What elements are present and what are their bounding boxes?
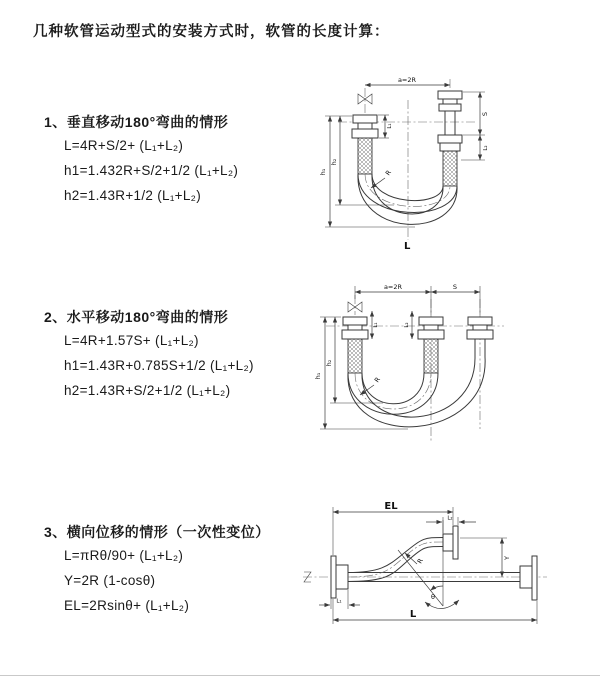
radius-label: R	[372, 375, 382, 385]
dimension-l2	[426, 516, 476, 534]
dimension-a2r	[355, 283, 480, 315]
section-1-heading: 1、垂直移动180°弯曲的情形	[44, 114, 229, 130]
formula-line: L=πRθ/90+ (L₁+L₂)	[64, 548, 184, 563]
diagram-horizontal-bend	[308, 281, 568, 451]
page-title: 几种软管运动型式的安装方式时，软管的长度计算：	[33, 24, 390, 40]
dimension-s	[463, 92, 489, 135]
dim-label-a2r: a=2R	[383, 283, 403, 291]
formula-line: h2=1.43R+1/2 (L₁+L₂)	[64, 188, 202, 203]
dimension-a2r	[365, 76, 450, 85]
angle-label: θ	[431, 593, 435, 601]
dimension-l2	[461, 135, 489, 160]
dim-label-l1: L₁	[373, 322, 379, 328]
formula-line: h2=1.43R+S/2+1/2 (L₁+L₂)	[64, 383, 231, 398]
formula-line: EL=2Rsinθ+ (L₁+L₂)	[64, 598, 190, 613]
hose-s-curve	[348, 538, 443, 582]
middle-hose-end	[418, 317, 444, 373]
radius-callout	[371, 168, 393, 188]
length-label: L	[404, 241, 411, 252]
dim-label-l2: L₂	[447, 515, 453, 522]
hose-u-bend	[358, 174, 457, 224]
dim-label-h2: h₂	[330, 158, 338, 166]
formula-line: L=4R+1.57S+ (L₁+L₂)	[64, 333, 199, 348]
dim-label-a2r: a=2R	[397, 76, 417, 84]
dim-label-s: S	[481, 111, 489, 117]
left-hose-end	[342, 317, 368, 373]
dim-label-l2: L₂	[483, 145, 489, 151]
dim-label-el: EL	[384, 501, 398, 512]
dim-label-s: S	[452, 283, 458, 291]
right-flange	[520, 556, 537, 600]
dimension-l1	[319, 590, 360, 609]
dim-label-l1: L₁	[387, 123, 393, 129]
angle-construction	[398, 520, 459, 609]
section-3-heading: 3、横向位移的情形（一次性变位）	[44, 524, 270, 540]
dimension-l2	[404, 311, 412, 339]
dim-label-y: Y	[503, 556, 511, 560]
dim-label-h2: h₂	[325, 359, 333, 367]
upper-flange	[443, 526, 458, 559]
dim-label-h1: h₁	[319, 168, 327, 176]
section-2-heading: 2、水平移动180°弯曲的情形	[44, 309, 229, 325]
formula-line: h1=1.43R+0.785S+1/2 (L₁+L₂)	[64, 358, 254, 373]
left-flange	[331, 556, 348, 598]
dimension-l1	[378, 115, 393, 138]
dim-label-l2: L₂	[404, 322, 410, 328]
dimension-y	[460, 538, 511, 577]
dim-label-h1: h₁	[314, 372, 322, 380]
dimension-l1	[372, 311, 379, 339]
diagram-lateral-offset	[295, 498, 575, 643]
diagram-vertical-bend	[308, 72, 568, 252]
radius-label: R	[383, 168, 393, 178]
dimension-s	[431, 283, 480, 292]
formula-line: Y=2R (1-cosθ)	[64, 573, 156, 588]
hose-u-bend	[348, 357, 485, 427]
formula-line: h1=1.432R+S/2+1/2 (L₁+L₂)	[64, 163, 239, 178]
left-hose-end	[352, 115, 378, 174]
right-hose-end	[438, 91, 462, 186]
dim-label-l1: L₁	[336, 598, 342, 605]
dim-label-l: L	[409, 609, 417, 620]
radius-label: R	[415, 557, 425, 565]
dimension-l	[333, 599, 537, 624]
formula-line: L=4R+S/2+ (L₁+L₂)	[64, 138, 184, 153]
